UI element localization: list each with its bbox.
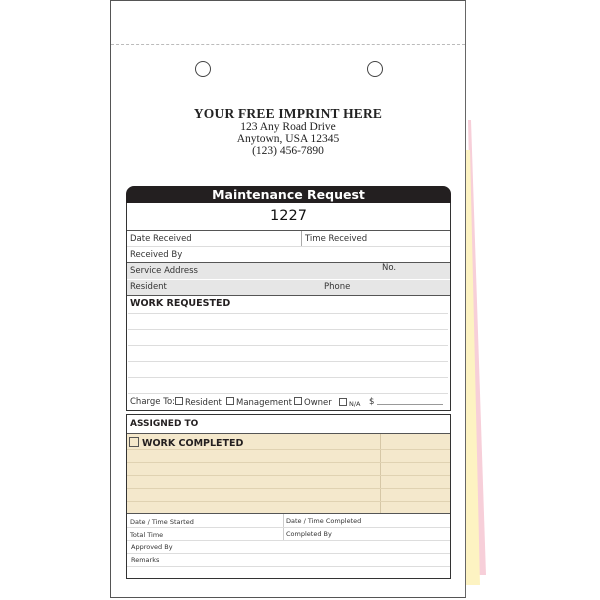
ruled-line: [127, 475, 450, 476]
date-time-started-field[interactable]: Date / Time Started: [130, 518, 194, 526]
total-time-field[interactable]: Total Time: [130, 531, 164, 539]
checkbox-icon[interactable]: [226, 397, 234, 405]
work-requested-heading: WORK REQUESTED: [130, 298, 231, 309]
charge-option-owner[interactable]: Owner: [294, 397, 332, 408]
divider: [301, 231, 302, 246]
ruled-line: [127, 501, 450, 502]
charge-option-resident[interactable]: Resident: [175, 397, 222, 408]
phone-field[interactable]: Phone: [324, 282, 351, 292]
remarks-field[interactable]: Remarks: [131, 556, 160, 564]
ruled-line: [127, 449, 450, 450]
completed-by-field[interactable]: Completed By: [286, 530, 332, 538]
amount-field[interactable]: [377, 404, 443, 405]
divider: [127, 246, 450, 247]
divider: [127, 279, 450, 280]
ruled-line: [128, 361, 448, 362]
ruled-line: [127, 488, 450, 489]
charge-to-label: Charge To:: [130, 397, 176, 407]
divider: [127, 527, 450, 528]
imprint-phone: (123) 456-7890: [252, 145, 324, 157]
ruled-line: [128, 313, 448, 314]
resident-field[interactable]: Resident: [130, 282, 167, 292]
address-number-field[interactable]: No.: [382, 263, 397, 273]
imprint-address-line1: 123 Any Road Drive: [240, 121, 336, 133]
charge-option-na[interactable]: N/A: [339, 398, 361, 408]
received-by-field[interactable]: Received By: [130, 250, 183, 260]
ruled-line: [128, 393, 448, 394]
work-completed-checkbox[interactable]: WORK COMPLETED: [129, 437, 243, 449]
checkbox-icon[interactable]: [339, 398, 347, 406]
service-address-field[interactable]: Service Address: [130, 266, 198, 276]
divider: [127, 295, 450, 296]
assigned-to-field[interactable]: ASSIGNED TO: [130, 419, 199, 429]
ruled-line: [127, 462, 450, 463]
divider: [127, 540, 450, 541]
divider: [127, 230, 450, 231]
form-number: 1227: [270, 208, 307, 224]
imprint-address-line2: Anytown, USA 12345: [236, 133, 340, 145]
time-received-field[interactable]: Time Received: [305, 234, 368, 244]
checkbox-icon[interactable]: [294, 397, 302, 405]
imprint-title: YOUR FREE IMPRINT HERE: [193, 106, 383, 121]
ruled-line: [128, 345, 448, 346]
charge-option-management[interactable]: Management: [226, 397, 292, 408]
ruled-line: [128, 329, 448, 330]
checkbox-icon[interactable]: [129, 437, 139, 447]
divider: [127, 566, 450, 567]
approved-by-field[interactable]: Approved By: [131, 543, 173, 551]
perforation-line: [111, 44, 465, 45]
divider: [127, 553, 450, 554]
form-title: Maintenance Request: [126, 186, 451, 203]
divider: [127, 513, 450, 514]
date-time-completed-field[interactable]: Date / Time Completed: [286, 517, 362, 525]
binding-hole-left: [195, 61, 211, 77]
date-received-field[interactable]: Date Received: [130, 234, 192, 244]
binding-hole-right: [367, 61, 383, 77]
ruled-line: [128, 377, 448, 378]
dollar-sign: $: [369, 397, 375, 407]
checkbox-icon[interactable]: [175, 397, 183, 405]
